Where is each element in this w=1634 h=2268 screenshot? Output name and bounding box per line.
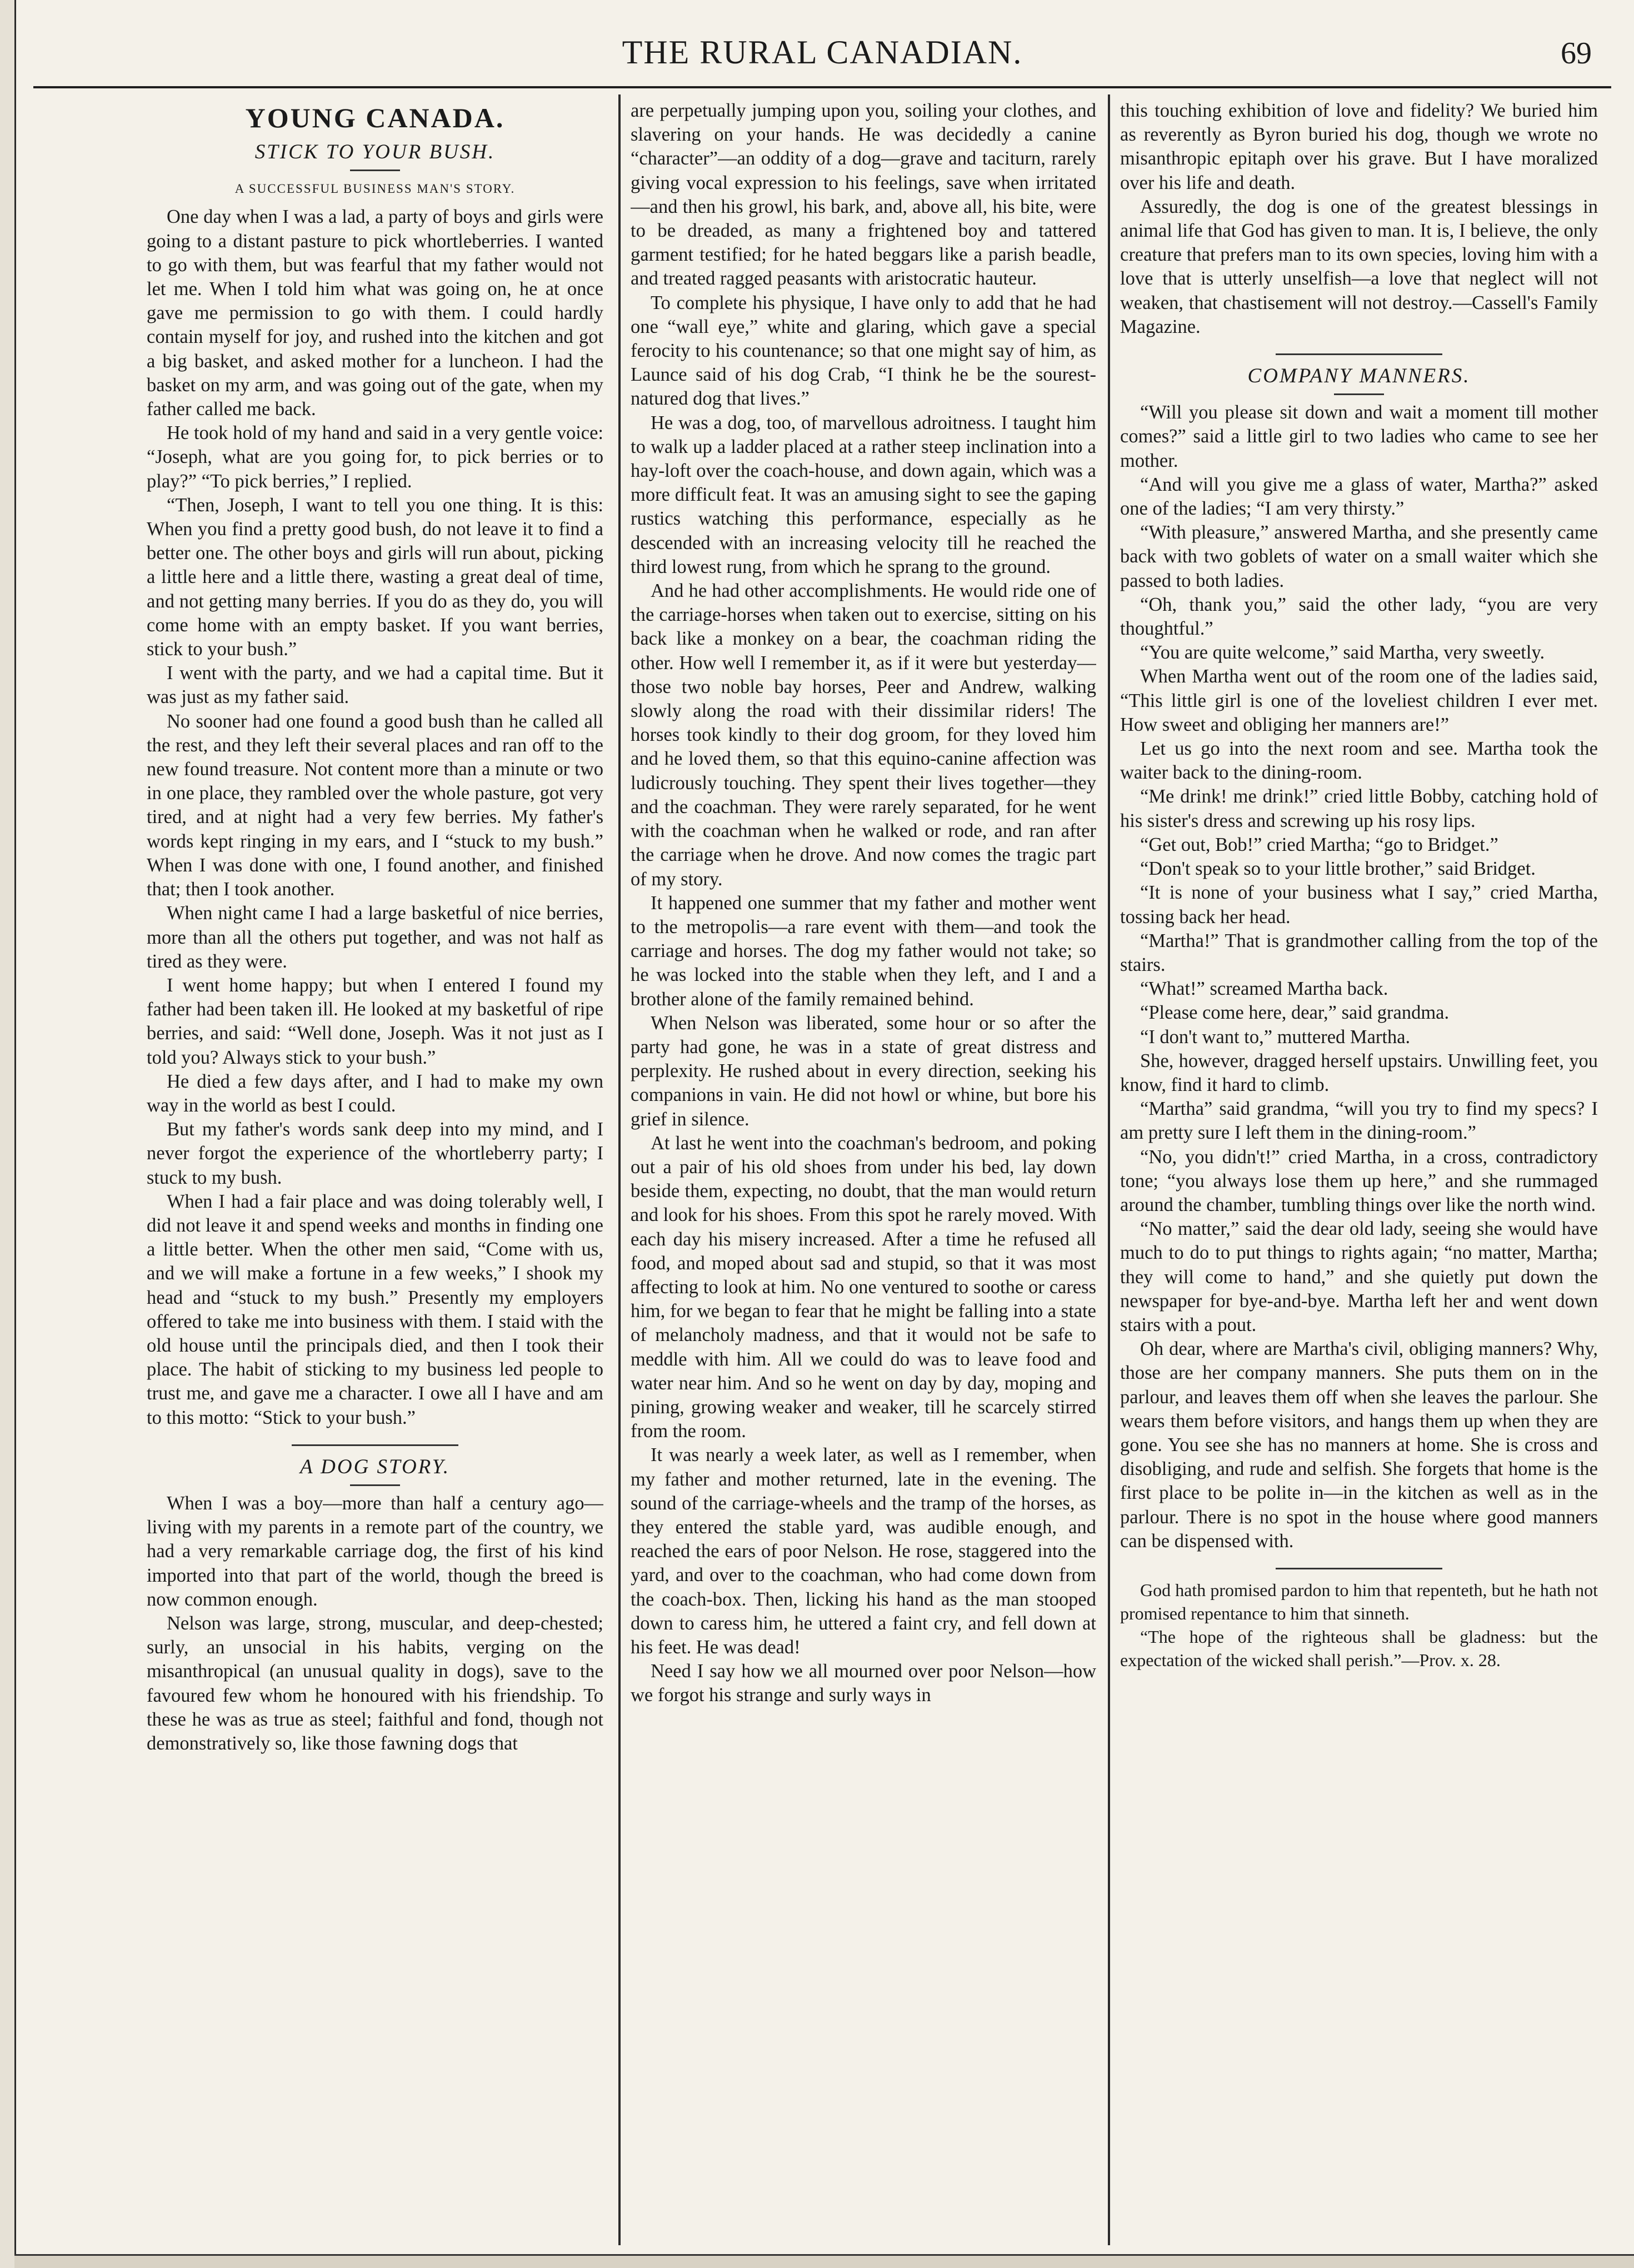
column-3 — [1120, 99, 1598, 2255]
page-number: 69 — [1561, 36, 1592, 71]
paragraph: “Martha!” That is grandmother calling from the top of the stairs. — [1120, 930, 1598, 975]
divider — [350, 1484, 400, 1486]
paragraph: It happened one summer that my father and mother went to the metropolis—a rare event with them—and took the carriage and horses. The dog my father would not take; so he was locked into the stable when they left, and I and a brother alone of the family remained behind. — [631, 892, 1096, 1010]
paragraph: “What!” screamed Martha back. — [1140, 978, 1388, 1000]
divider — [292, 1444, 458, 1446]
paragraph: When I was a boy—more than half a century ago—living with my parents in a remote part of the country, we had a very remarkable carriage dog, the first of his kind imported into that part of the world, though the breed is now common enough. — [147, 1492, 603, 1610]
paragraph: When I had a fair place and was doing tolerably well, I did not leave it and spend weeks and months in finding one a little better. When the other men said, “Come with us, and we will make a fortune in a few weeks,” I shook my head and “stuck to my bush.” Presently my employers offered to take me into business with them. I staid with the old house until the principals died, and then I took their place. The habit of sticking to my business led people to trust me, and gave me a character. I owe all I have and am to this motto: “Stick to your bush.” — [147, 1190, 603, 1428]
column-1 — [147, 99, 603, 2255]
paragraph: At last he went into the coachman's bedroom, and poking out a pair of his old shoes from under his bed, lay down beside them, expecting, no doubt, that the man would return and look for his shoes. From this spot he rarely moved. With each day his misery increased. After a time he refused all food, and moped about sad and stupid, so that it was most affecting to look at him. No one ventured to soothe or caress him, for we began to fear that he might be falling into a state of melancholy madness, and that it would not be safe to meddle with him. All we could do was to leave food and water near him. And so he went on day by day, moping and pining, growing weaker and weaker, till he scarcely stirred from the room. — [631, 1132, 1096, 1442]
proverb-block — [1120, 1578, 1598, 1672]
paragraph: this touching exhibition of love and fidelity? We buried him as reverently as Byron buried his dog, though we wrote no misanthropic epitaph over his grave. But I have moralized over his life and death. — [1120, 100, 1598, 193]
paragraph: Nelson was large, strong, muscular, and deep-chested; surly, an unsocial in his habits, verging on the misanthropical (an unusual quality in dogs), save to the favoured few whom he honoured with his friendship. To these he was as true as steel; faithful and fond, though not demonstratively so, like those fawning dogs that — [147, 1612, 603, 1754]
story-title: STICK TO YOUR BUSH. — [254, 141, 496, 163]
story-title: A DOG STORY. — [299, 1455, 451, 1478]
paragraph: “No matter,” said the dear old lady, seeing she would have much to do to put things to rights again; “no matter, Martha; they will come to hand,” and she quietly put down the newspaper for bye-and-bye. Martha left her and went down stairs with a pout. — [1120, 1218, 1598, 1335]
paragraph: “You are quite welcome,” said Martha, very sweetly. — [1140, 642, 1545, 664]
paragraph: “Me drink! me drink!” cried little Bobby, catching hold of his sister's dress and screwing up his rosy lips. — [1120, 786, 1598, 831]
story-body — [147, 1492, 603, 1756]
page-bottom-edge — [14, 2254, 1634, 2268]
divider — [1276, 353, 1442, 355]
paragraph: He took hold of my hand and said in a very gentle voice: “Joseph, what are you going for, to pick berries or to play?” “To pick berries,” I replied. — [147, 422, 603, 492]
column-divider — [618, 94, 621, 2245]
paragraph: “Then, Joseph, I want to tell you one thing. It is this: When you find a pretty good bush, do not leave it to find a better one. The other boys and girls will run about, picking a little here and a little there, wasting a great deal of time, and not getting many berries. If you do as they do, you will come home with an empty basket. If you want berries, stick to your bush.” — [147, 494, 603, 660]
paragraph: “With pleasure,” answered Martha, and she presently came back with two goblets of water on a small waiter which she passed to both ladies. — [1120, 522, 1598, 591]
newspaper-title: THE RURAL CANADIAN. — [622, 34, 1023, 71]
paragraph: Let us go into the next room and see. Martha took the waiter back to the dining-room. — [1120, 738, 1598, 784]
story-title: COMPANY MANNERS. — [1247, 365, 1471, 388]
paragraph: Oh dear, where are Martha's civil, obliging manners? Why, those are her company manners. She puts them on in the parlour, and leaves them off when she leaves the parlour. She wears them before visitors, and hangs them up when they are gone. You see she has no manners at home. She is cross and disobliging, and rude and selfish. She forgets that home is the first place to be polite in—in the kitchen as well as in the parlour. There is no spot in the house where good manners can be dispensed with. — [1120, 1338, 1598, 1552]
divider — [1334, 393, 1384, 395]
divider — [350, 170, 400, 171]
story-body — [147, 205, 603, 1429]
page-binding-edge — [0, 0, 16, 2268]
paragraph: “No, you didn't!” cried Martha, in a cross, contradictory tone; “you always lose them up here,” and she rummaged around the chamber, tumbling things over like the north wind. — [1120, 1146, 1598, 1215]
paragraph: But my father's words sank deep into my mind, and I never forgot the experience of the whortleberry party; I stuck to my bush. — [147, 1119, 603, 1188]
story-subtitle: A SUCCESSFUL BUSINESS MAN'S STORY. — [234, 182, 516, 196]
paragraph: And he had other accomplishments. He would ride one of the carriage-horses when taken out to exercise, sitting on his back like a monkey on a bear, the coachman riding the other. How well I remember it, as if it were but yesterday—those two noble bay horses, Peer and Andrew, walking slowly along the road with their dissimilar riders! The horses took kindly to their dog groom, for they loved him and he loved them, so that this equino-canine affection was ludicrously touching. They spent their lives together—they and the coachman. They were rarely separated, for he went with the coachman when he walked or rode, and ran after the carriage when he drove. And now comes the tragic part of my story. — [631, 580, 1096, 890]
paragraph: No sooner had one found a good bush than he called all the rest, and they left their several places and ran off to the new found treasure. Not content more than a minute or two in one place, they rambled over the whole pasture, got very tired, and at night had a very few berries. My father's words kept ringing in my ears, and I “stuck to my bush.” When I was done with one, I found another, and finished that; then I took another. — [147, 710, 603, 900]
paragraph: I went home happy; but when I entered I found my father had been taken ill. He looked at my basketful of ripe berries, and said: “Well done, Joseph. Was it not just as I told you? Always stick to your bush.” — [147, 974, 603, 1068]
paragraph: are perpetually jumping upon you, soiling your clothes, and slavering on your hands. He was decidedly a canine “character”—an oddity of a dog—grave and taciturn, rarely giving vocal expression to his feelings, save when irritated—and then his growl, his bark, and, above all, his bite, were to be dreaded, as many a frightened boy and tattered garment testified; for he hated beggars like a parish beadle, and treated ragged peasants with aristocratic hauteur. — [631, 100, 1096, 290]
paragraph: “Will you please sit down and wait a moment till mother comes?” said a little girl to two ladies who came to see her mother. — [1120, 402, 1598, 471]
paragraph: “And will you give me a glass of water, Martha?” asked one of the ladies; “I am very thirsty.” — [1120, 473, 1598, 520]
paragraph: “It is none of your business what I say,” cried Martha, tossing back her head. — [1120, 882, 1598, 928]
paragraph: He was a dog, too, of marvellous adroitness. I taught him to walk up a ladder placed at a rather steep inclination into a hay-loft over the coach-house, and down again, which was a more difficult feat. It was an amusing sight to see the gaping rustics watching this performance, especially as he descended with an increasing velocity till he reached the third lowest rung, from which he sprang to the ground. — [631, 412, 1096, 577]
paragraph: He died a few days after, and I had to make my own way in the world as best I could. — [147, 1070, 603, 1116]
paragraph: One day when I was a lad, a party of boys and girls were going to a distant pasture to pick whortleberries. I wanted to go with them, but was fearful that my father would not let me. When I told him what was going on, he at once gave me permission to go with them. I could hardly contain myself for joy, and rushed into the kitchen and got a big basket, and asked mother for a luncheon. I had the basket on my arm, and was going out of the gate, when my father called me back. — [147, 206, 603, 420]
paragraph: To complete his physique, I have only to add that he had one “wall eye,” white and glaring, which gave a special ferocity to his countenance; so that one might say of him, as Launce said of his dog Crab, “I think he be the sourest-natured dog that lives.” — [631, 292, 1096, 410]
paragraph: “Oh, thank you,” said the other lady, “you are very thoughtful.” — [1120, 594, 1598, 640]
paragraph: “Don't speak so to your little brother,” said Bridget. — [1140, 858, 1536, 880]
section-title: YOUNG CANADA. — [245, 102, 505, 133]
paragraph: “Please come here, dear,” said grandma. — [1140, 1002, 1450, 1024]
paragraph: When Martha went out of the room one of the ladies said, “This little girl is one of the loveliest children I ever met. How sweet and obliging her manners are!” — [1120, 666, 1598, 735]
paragraph: When night came I had a large basketful of nice berries, more than all the others put together, and was not half as tired as they were. — [147, 903, 603, 972]
proverb: God hath promised pardon to him that repenteth, but he hath not promised repentance to him that sinneth. — [1120, 1579, 1598, 1623]
proverb: “The hope of the righteous shall be gladness: but the expectation of the wicked shall perish.”—Prov. x. 28. — [1120, 1626, 1598, 1670]
paragraph: It was nearly a week later, as well as I remember, when my father and mother returned, late in the evening. The sound of the carriage-wheels and the tramp of the horses, as they entered the stable yard, was audible enough, and reached the ears of poor Nelson. He rose, staggered into the yard, and over to the coachman, who had come down from the coach-box. Then, licking his hand as the man stooped down to caress him, he uttered a faint cry, and fell down at his feet. He was dead! — [631, 1444, 1096, 1658]
column-2 — [631, 99, 1096, 2255]
paragraph: When Nelson was liberated, some hour or so after the party had gone, he was in a state of great distress and perplexity. He rushed about in every direction, seeking his companions in vain. He did not howl or whine, but bore his grief in silence. — [631, 1012, 1096, 1130]
paragraph: “I don't want to,” muttered Martha. — [1140, 1026, 1411, 1048]
page-header — [33, 28, 1611, 88]
paragraph: She, however, dragged herself upstairs. Unwilling feet, you know, find it hard to climb. — [1120, 1050, 1598, 1095]
column-divider — [1108, 94, 1110, 2245]
paragraph: “Martha” said grandma, “will you try to find my specs? I am pretty sure I left them in the dining-room.” — [1120, 1098, 1598, 1144]
paragraph: I went with the party, and we had a capital time. But it was just as my father said. — [147, 662, 603, 708]
paragraph: Assuredly, the dog is one of the greatest blessings in animal life that God has given to man. It is, I believe, the only creature that prefers man to its own species, loving him with a love that is utterly unselfish—a love that neglect will not weaken, that chastisement will not destroy.—Cassell's Family Magazine. — [1120, 196, 1598, 337]
story-body — [1120, 401, 1598, 1553]
paragraph: “Get out, Bob!” cried Martha; “go to Bridget.” — [1140, 834, 1498, 855]
divider — [1276, 1568, 1442, 1569]
paragraph: Need I say how we all mourned over poor Nelson—how we forgot his strange and surly ways in — [631, 1661, 1096, 1706]
